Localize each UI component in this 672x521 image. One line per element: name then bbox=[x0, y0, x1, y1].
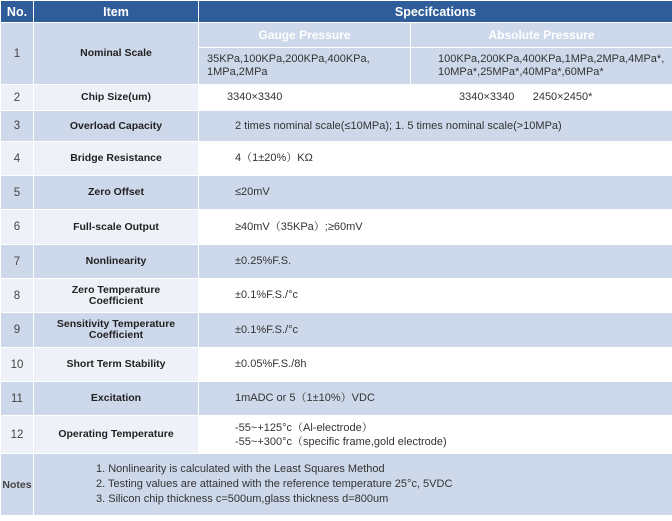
row-1 bbox=[1, 23, 672, 48]
row-item: Operating Temperature bbox=[34, 416, 199, 454]
row-no: 5 bbox=[1, 176, 34, 210]
row-no: 4 bbox=[1, 142, 34, 176]
notes-content bbox=[34, 454, 672, 516]
row-10 bbox=[1, 348, 672, 382]
header-row bbox=[1, 1, 672, 23]
row-item: Overload Capacity bbox=[34, 111, 199, 142]
row-no: 1 bbox=[1, 23, 34, 85]
row-no: 2 bbox=[1, 85, 34, 111]
row-6 bbox=[1, 210, 672, 245]
row-value: -55~+125°c（Al-electrode） -55~+300°c（specific frame,gold electrode) bbox=[199, 416, 672, 454]
note-line: 3. Silicon chip thickness c=500um,glass thickness d=800um bbox=[96, 493, 389, 505]
row-no: 12 bbox=[1, 416, 34, 454]
row-value: ±0.1%F.S./°c bbox=[199, 313, 672, 348]
row-item: Zero Temperature Coefficient bbox=[34, 279, 199, 313]
row-value: 2 times nominal scale(≤10MPa); 1. 5 times nominal scale(>10MPa) bbox=[199, 111, 672, 142]
row-value: ±0.25%F.S. bbox=[199, 245, 672, 279]
row-no: 9 bbox=[1, 313, 34, 348]
row-no: 10 bbox=[1, 348, 34, 382]
row-value: 4（1±20%）KΩ bbox=[199, 142, 672, 176]
row-item: Nonlinearity bbox=[34, 245, 199, 279]
note-line: 2. Testing values are attained with the reference temperature 25°c, 5VDC bbox=[96, 478, 453, 490]
row-value: 1mADC or 5（1±10%）VDC bbox=[199, 382, 672, 416]
row-value: ≤20mV bbox=[199, 176, 672, 210]
row-11 bbox=[1, 382, 672, 416]
subheader-gauge: Gauge Pressure bbox=[199, 23, 411, 48]
row-value: ≥40mV（35KPa）;≥60mV bbox=[199, 210, 672, 245]
row-item: Chip Size(um) bbox=[34, 85, 199, 111]
row-no: 7 bbox=[1, 245, 34, 279]
row-3 bbox=[1, 111, 672, 142]
row-value: ±0.1%F.S./°c bbox=[199, 279, 672, 313]
notes-label: Notes bbox=[1, 454, 34, 516]
row-item: Sensitivity Temperature Coefficient bbox=[34, 313, 199, 348]
row-7 bbox=[1, 245, 672, 279]
row-12 bbox=[1, 416, 672, 454]
row-gauge-value: 35KPa,100KPa,200KPa,400KPa, 1MPa,2MPa bbox=[199, 48, 411, 85]
notes-row bbox=[1, 454, 672, 516]
header-no: No. bbox=[1, 1, 34, 23]
row-no: 3 bbox=[1, 111, 34, 142]
row-5 bbox=[1, 176, 672, 210]
row-absolute-value: 100KPa,200KPa,400KPa,1MPa,2MPa,4MPa*, 10MPa*,25MPa*,40MPa*,60MPa* bbox=[411, 48, 672, 85]
row-no: 11 bbox=[1, 382, 34, 416]
row-absolute-value: 3340×3340 2450×2450* bbox=[411, 85, 672, 111]
row-item: Bridge Resistance bbox=[34, 142, 199, 176]
row-4 bbox=[1, 142, 672, 176]
row-2 bbox=[1, 85, 672, 111]
row-item: Zero Offset bbox=[34, 176, 199, 210]
row-value: ±0.05%F.S./8h bbox=[199, 348, 672, 382]
row-gauge-value: 3340×3340 bbox=[199, 85, 411, 111]
row-item: Nominal Scale bbox=[34, 23, 199, 85]
row-no: 6 bbox=[1, 210, 34, 245]
row-item: Full-scale Output bbox=[34, 210, 199, 245]
row-9 bbox=[1, 313, 672, 348]
header-specifications: Specifcations bbox=[199, 1, 672, 23]
header-item: Item bbox=[34, 1, 199, 23]
subheader-absolute: Absolute Pressure bbox=[411, 23, 672, 48]
row-item: Excitation bbox=[34, 382, 199, 416]
note-line: 1. Nonlinearity is calculated with the Least Squares Method bbox=[96, 463, 385, 475]
row-item: Short Term Stability bbox=[34, 348, 199, 382]
row-no: 8 bbox=[1, 279, 34, 313]
row-8 bbox=[1, 279, 672, 313]
